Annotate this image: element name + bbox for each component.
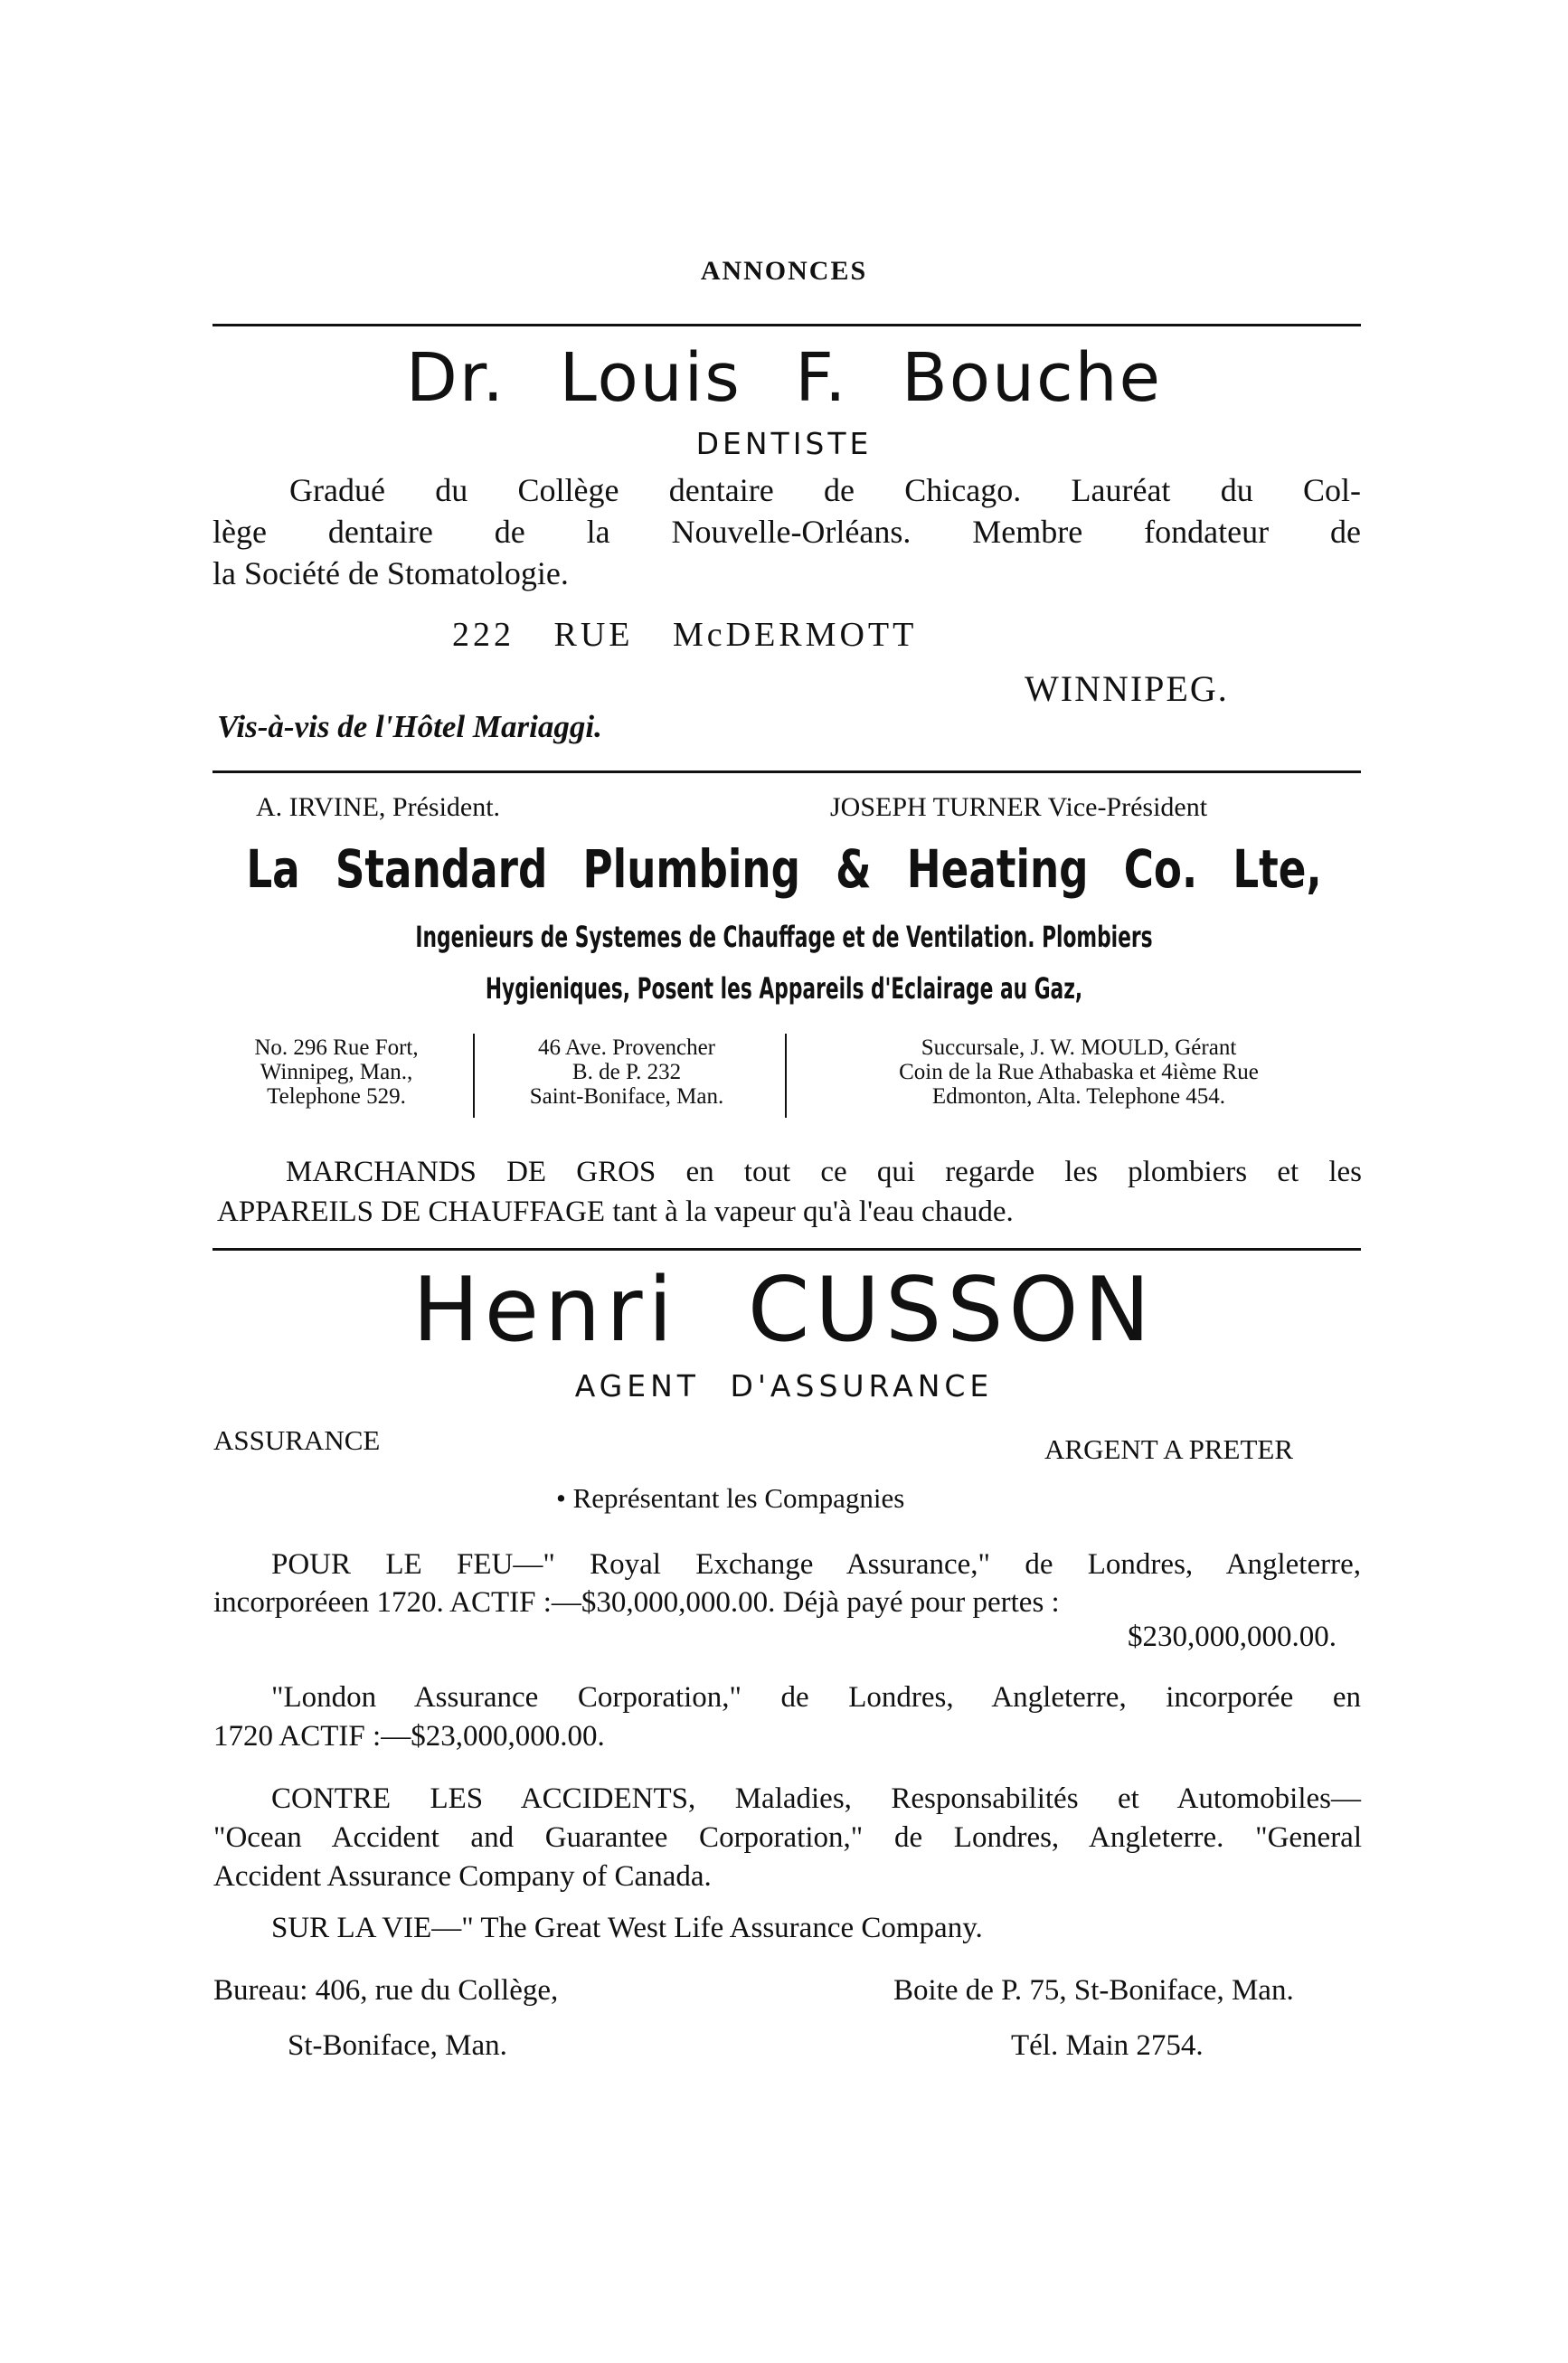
ad-insurance-tel-line: Tél. Main 2754. (1011, 2029, 1204, 2062)
ad-insurance-accident-line: "Ocean Accident and Guarantee Corporation," de Londres, Angleterre. "General (213, 1821, 1362, 1854)
ad-insurance-accident-line: CONTRE LES ACCIDENTS, Maladies, Responsabilités et Automobiles— (271, 1782, 1361, 1815)
ad-insurance-office-line: Bureau: 406, rue du Collège, (213, 1974, 559, 2007)
ad-insurance-po-line: Boite de P. 75, St-Boniface, Man. (893, 1974, 1294, 2007)
ad-plumbing-services-line: Hygieniques, Posent les Appareils d'Eclairage au Gaz, (485, 971, 1083, 1006)
ad-dentist-description-line: lège dentaire de la Nouvelle-Orléans. Membre fondateur de (213, 514, 1361, 550)
ad-dentist-description-line: la Société de Stomatologie. (213, 555, 569, 591)
ad-dentist-landmark: Vis-à-vis de l'Hôtel Mariaggi. (217, 709, 602, 744)
address-line: B. de P. 232 (571, 1060, 682, 1084)
address-line: No. 296 Rue Fort, (254, 1035, 419, 1060)
ad-dentist-name: Dr. Louis F. Bouche (405, 339, 1163, 417)
ad-plumbing-services-line: Ingenieurs de Systemes de Chauffage et de Ventilation. Plombiers (415, 920, 1153, 954)
ad-plumbing-president: A. IRVINE, Président. (256, 792, 501, 822)
ad-insurance-title: AGENT D'ASSURANCE (574, 1368, 994, 1404)
ad-dentist-description-line: Gradué du Collège dentaire de Chicago. Lauréat du Col- (289, 472, 1361, 508)
ad-insurance-life-line: SUR LA VIE—" The Great West Life Assurance Company. (271, 1912, 983, 1944)
address-line: Succursale, J. W. MOULD, Gérant (921, 1035, 1237, 1060)
ad-dentist-street: 222 RUE McDERMOTT (452, 616, 918, 654)
ad-insurance-office-line: St-Boniface, Man. (288, 2029, 507, 2062)
address-line: Telephone 529. (267, 1084, 406, 1109)
ad-plumbing-office-winnipeg (210, 1035, 463, 1109)
column-divider (473, 1034, 475, 1118)
ad-insurance-accident-line: Accident Assurance Company of Canada. (213, 1860, 712, 1893)
ad-insurance-intro: • Représentant les Compagnies (556, 1482, 905, 1514)
ad-plumbing-wholesale-line: MARCHANDS DE GROS en tout ce qui regarde les plombiers et les (286, 1156, 1362, 1188)
ad-plumbing-office-edmonton (794, 1035, 1364, 1109)
ad-insurance-name: Henri CUSSON (412, 1259, 1156, 1362)
ad-insurance-fire-amount: $230,000,000.00. (1128, 1621, 1337, 1653)
column-divider (785, 1034, 787, 1118)
address-line: Edmonton, Alta. Telephone 454. (931, 1084, 1226, 1109)
ad-insurance-fire-line: POUR LE FEU—" Royal Exchange Assurance," de Londres, Angleterre, (271, 1548, 1361, 1581)
divider (213, 1248, 1361, 1251)
ad-dentist-profession: DENTISTE (695, 426, 873, 461)
address-line: 46 Ave. Provencher (537, 1035, 715, 1060)
divider (213, 770, 1361, 773)
ad-insurance-right-heading: ARGENT A PRETER (1044, 1433, 1294, 1465)
address-line: Winnipeg, Man., (260, 1060, 413, 1084)
ad-insurance-fire-line: incorporéeen 1720. ACTIF :—$30,000,000.00. Déjà payé pour pertes : (213, 1586, 1060, 1619)
ad-insurance-left-heading: ASSURANCE (213, 1424, 381, 1456)
ad-plumbing-office-st-boniface (477, 1035, 776, 1109)
divider (213, 324, 1361, 326)
ad-plumbing-wholesale-line: APPAREILS DE CHAUFFAGE tant à la vapeur qu'à l'eau chaude. (217, 1196, 1014, 1228)
ad-plumbing-company: La Standard Plumbing & Heating Co. Lte, (246, 838, 1322, 900)
ad-insurance-london-line: 1720 ACTIF :—$23,000,000.00. (213, 1720, 605, 1753)
address-line: Coin de la Rue Athabaska et 4ième Rue (899, 1060, 1259, 1084)
page-header: ANNONCES (700, 256, 868, 286)
address-line: Saint-Boniface, Man. (529, 1084, 724, 1109)
ad-dentist-city: WINNIPEG. (1025, 668, 1229, 709)
ad-insurance-london-line: "London Assurance Corporation," de Londres, Angleterre, incorporée en (271, 1681, 1361, 1714)
ad-plumbing-vice-president: JOSEPH TURNER Vice-Président (830, 792, 1208, 822)
